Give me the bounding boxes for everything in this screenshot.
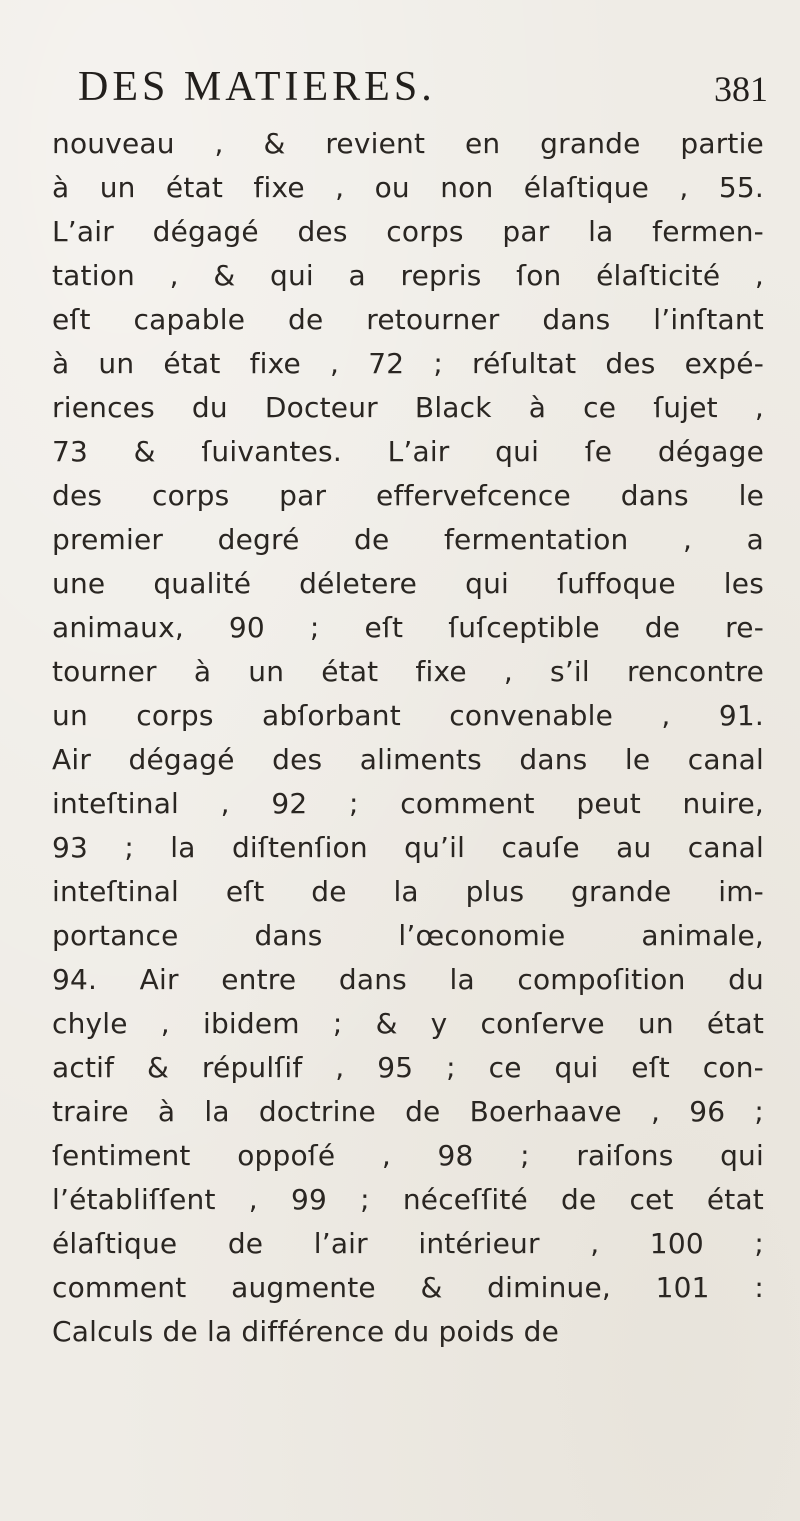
text-line: inteſtinal eſt de la plus grande im- [52,875,764,908]
text-line: 94. Air entre dans la compoſition du [52,963,764,996]
text-line: chyle , ibidem ; & y conſerve un état [52,1007,764,1040]
text-line: Calculs de la différence du poids de [52,1315,560,1348]
running-head [78,62,768,112]
text-line: l’établiſſent , 99 ; néceſſité de cet état [52,1183,764,1216]
text-line: eſt capable de retourner dans l’inſtant [52,303,764,336]
text-line: 93 ; la diſtenſion qu’il cauſe au canal [52,831,764,864]
page-number: 381 [714,69,768,109]
text-line: un corps abſorbant convenable , 91. [52,699,764,732]
text-line: portance dans l’œconomie animale, [52,919,764,952]
text-line: tation , & qui a repris ſon élaſticité , [52,259,764,292]
text-line: actif & répulſif , 95 ; ce qui eſt con- [52,1051,764,1084]
text-line: ſentiment oppoſé , 98 ; raiſons qui [52,1139,764,1172]
text-line: comment augmente & diminue, 101 : [52,1271,764,1304]
text-line: à un état fixe , ou non élaſtique , 55. [52,171,764,204]
index-text-block [52,122,764,1354]
text-line: une qualité déletere qui ſuffoque les [52,567,764,600]
text-line: des corps par effervefcence dans le [52,479,764,512]
text-line: nouveau , & revient en grande partie [52,127,764,160]
text-line: animaux, 90 ; eſt ſuſceptible de re- [52,611,764,644]
text-line: tourner à un état fixe , s’il rencontre [52,655,764,688]
text-line: L’air dégagé des corps par la fermen- [52,215,764,248]
running-title: DES MATIERES. [78,64,436,110]
text-line: inteſtinal , 92 ; comment peut nuire, [52,787,764,820]
text-line: Air dégagé des aliments dans le canal [52,743,764,776]
text-line: 73 & ſuivantes. L’air qui ſe dégage [52,435,764,468]
text-line: traire à la doctrine de Boerhaave , 96 ; [52,1095,764,1128]
text-line: élaſtique de l’air intérieur , 100 ; [52,1227,764,1260]
text-line: à un état fixe , 72 ; réſultat des expé- [52,347,764,380]
text-line: riences du Docteur Black à ce ſujet , [52,391,764,424]
text-line: premier degré de fermentation , a [52,523,764,556]
